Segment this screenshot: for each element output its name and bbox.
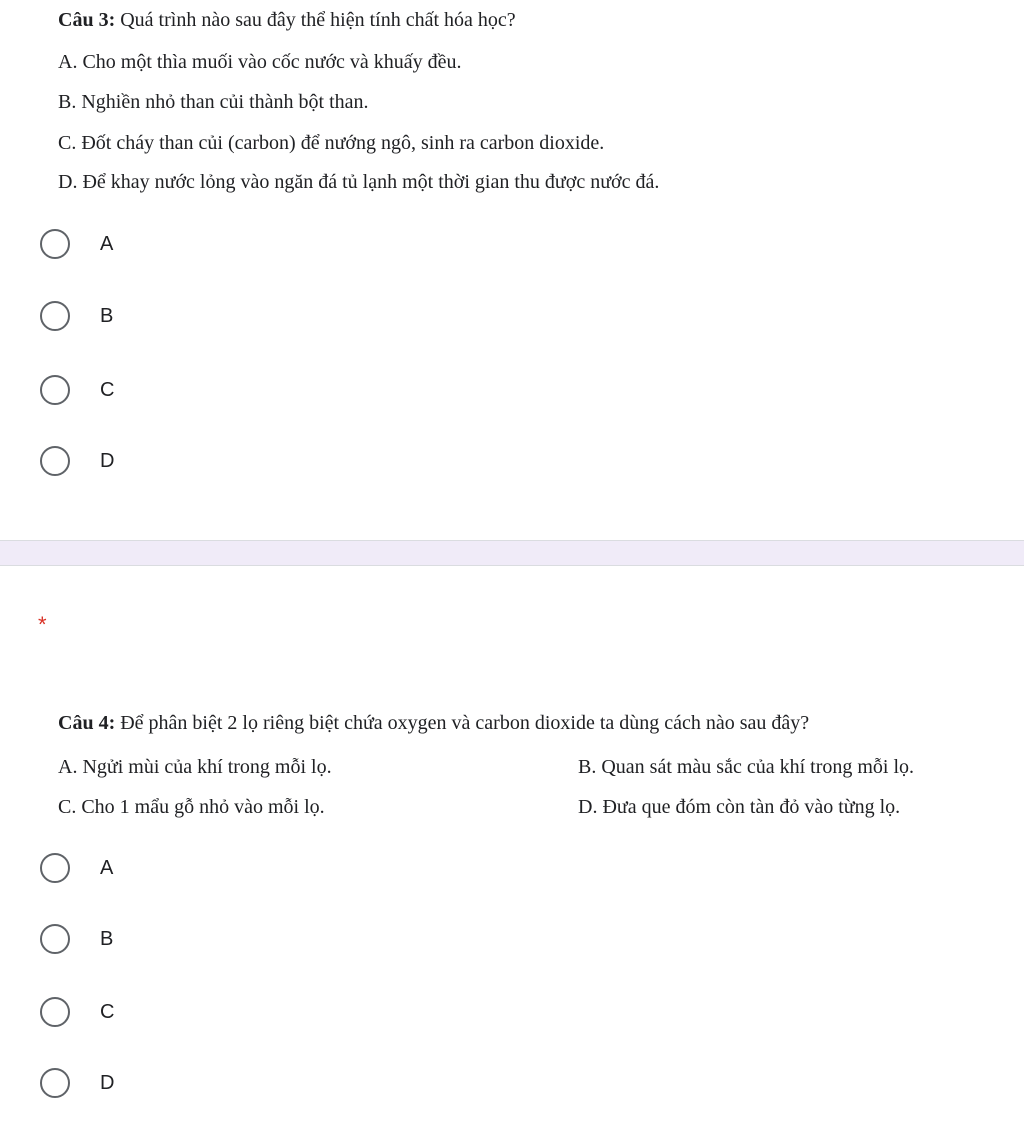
question-card-4: [0, 566, 1024, 1144]
card-separator: [0, 540, 1024, 566]
option-label: B: [100, 927, 114, 950]
q3-option-c[interactable]: [40, 370, 114, 410]
question-4-choice-c: C. Cho 1 mẩu gỗ nhỏ vào mỗi lọ.: [58, 796, 325, 818]
radio-button[interactable]: [40, 301, 70, 331]
question-4-choice-b: B. Quan sát màu sắc của khí trong mỗi lọ.: [578, 756, 915, 778]
question-3-choice-d: D. Để khay nước lỏng vào ngăn đá tủ lạnh một thời gian thu được nước đá.: [58, 171, 660, 193]
question-3-title: [58, 8, 516, 32]
q4-option-c[interactable]: [40, 992, 114, 1032]
option-label: B: [100, 304, 114, 327]
question-3-choice-c: C. Đốt cháy than củi (carbon) để nướng ngô, sinh ra carbon dioxide.: [58, 132, 605, 154]
radio-button[interactable]: [40, 1068, 70, 1098]
radio-button[interactable]: [40, 446, 70, 476]
radio-button[interactable]: [40, 997, 70, 1027]
question-4-choice-d: D. Đưa que đóm còn tàn đỏ vào từng lọ.: [578, 796, 901, 818]
option-label: D: [100, 449, 115, 472]
q3-option-a[interactable]: [40, 224, 113, 264]
option-label: C: [100, 378, 115, 401]
q3-option-d[interactable]: [40, 441, 114, 481]
radio-button[interactable]: [40, 924, 70, 954]
radio-button[interactable]: [40, 375, 70, 405]
q4-option-d[interactable]: [40, 1063, 114, 1103]
question-3-label: Câu 3:: [58, 9, 116, 31]
q4-option-a[interactable]: [40, 848, 113, 888]
required-asterisk: *: [38, 612, 47, 637]
option-label: A: [100, 856, 114, 879]
question-4-choice-a: A. Ngửi mùi của khí trong mỗi lọ.: [58, 756, 332, 778]
question-4-text: Để phân biệt 2 lọ riêng biệt chứa oxygen và carbon dioxide ta dùng cách nào sau đây?: [115, 712, 810, 734]
question-3-text: Quá trình nào sau đây thể hiện tính chất hóa học?: [115, 9, 516, 31]
question-3-choice-b: B. Nghiền nhỏ than củi thành bột than.: [58, 91, 369, 113]
question-card-3: [0, 0, 1024, 540]
radio-button[interactable]: [40, 853, 70, 883]
q4-option-b[interactable]: [40, 919, 113, 959]
question-4-title: [58, 711, 809, 735]
q3-option-b[interactable]: [40, 296, 113, 336]
option-label: C: [100, 1000, 115, 1023]
question-3-choice-a: A. Cho một thìa muối vào cốc nước và khuấy đều.: [58, 51, 462, 73]
question-4-label: Câu 4:: [58, 712, 116, 734]
option-label: A: [100, 232, 114, 255]
radio-button[interactable]: [40, 229, 70, 259]
option-label: D: [100, 1071, 115, 1094]
